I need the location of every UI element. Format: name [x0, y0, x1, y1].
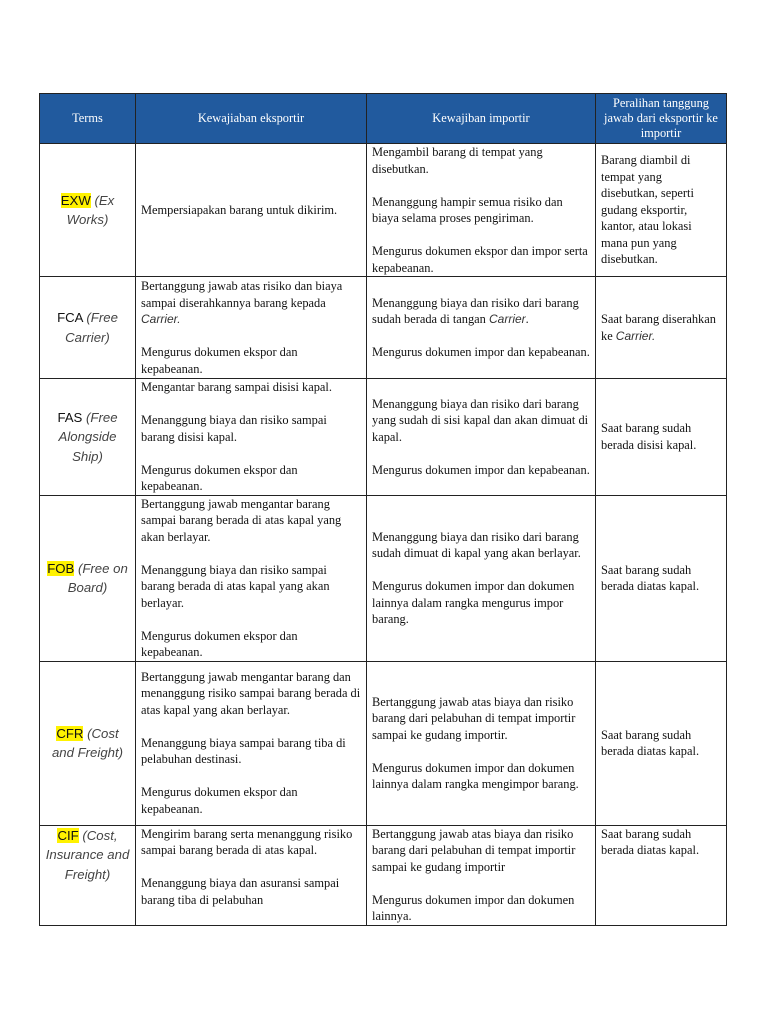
peralihan-cell — [596, 661, 727, 825]
eksportir-text: Mengantar barang sampai disisi kapal. — [141, 380, 332, 394]
carrier-term: Carrier — [488, 312, 526, 326]
eksportir-text: Bertanggung jawab mengantar barang sampai barang berada di atas kapal yang akan berlayar. — [141, 496, 342, 544]
importir-text: Mengurus dokumen impor dan kepabeanan. — [372, 462, 590, 477]
peralihan-text: Saat barang sudah berada diatas kapal. — [601, 562, 700, 593]
carrier-term: Carrier. — [141, 312, 181, 326]
table-row-cif — [40, 825, 727, 925]
importir-text: Menanggung biaya dan risiko dari barang sudah dimuat di kapal yang akan berlayar. — [372, 529, 581, 560]
table-row-exw — [40, 144, 727, 277]
peralihan-text — [601, 311, 721, 344]
term-cell — [40, 825, 136, 925]
importir-cell — [367, 379, 596, 496]
importir-text: Menanggung biaya dan risiko dari barang yang sudah di sisi kapal dan akan dimuat di kapal. — [372, 396, 589, 444]
term-cell — [40, 661, 136, 825]
eksportir-text: Bertanggung jawab mengantar barang dan menanggung risiko sampai barang berada di atas kapal yang akan berlayar. — [141, 669, 361, 717]
term-name: (Ex Works) — [66, 192, 115, 227]
importir-text — [372, 295, 590, 328]
importir-text-tail: . — [525, 312, 529, 326]
table-row-fob — [40, 495, 727, 661]
eksportir-cell — [136, 277, 367, 379]
importir-text: Mengurus dokumen impor dan dokumen lainnya. — [372, 892, 575, 923]
eksportir-text: Mengirim barang serta menanggung risiko sampai barang berada di atas kapal. — [141, 826, 353, 857]
importir-text: Mengambil barang di tempat yang disebutkan. — [372, 145, 543, 176]
table-row-fca — [40, 277, 727, 379]
importir-text: Mengurus dokumen impor dan kepabeanan. — [372, 345, 590, 359]
peralihan-cell — [596, 495, 727, 661]
header-peralihan: Peralihan tanggung jawab dari eksportir ke importir — [596, 94, 727, 144]
peralihan-cell — [596, 144, 727, 277]
eksportir-text: Mengurus dokumen ekspor dan kepabeanan. — [141, 462, 298, 493]
term-name: (Cost and Freight) — [51, 725, 124, 760]
carrier-term: Carrier. — [615, 328, 656, 343]
eksportir-cell — [136, 144, 367, 277]
table-row-fas — [40, 379, 727, 496]
peralihan-text: Saat barang sudah berada disisi kapal. — [601, 421, 697, 452]
eksportir-text: Menanggung biaya dan risiko sampai barang berada di atas kapal yang akan berlayar. — [141, 562, 330, 610]
importir-cell — [367, 825, 596, 925]
importir-cell — [367, 661, 596, 825]
eksportir-text: Menanggung biaya dan risiko sampai barang disisi kapal. — [141, 413, 327, 444]
eksportir-text: Mempersiapakan barang untuk dikirim. — [141, 202, 338, 217]
importir-cell — [367, 144, 596, 277]
term-name: (Free Alongside Ship) — [58, 409, 118, 464]
table-row-cfr — [40, 661, 727, 825]
eksportir-cell — [136, 379, 367, 496]
term-cell — [40, 144, 136, 277]
term-code: FAS — [57, 409, 83, 425]
eksportir-cell — [136, 825, 367, 925]
term-name: (Free Carrier) — [65, 310, 118, 345]
incoterms-table — [39, 93, 727, 926]
term-name: (Free on Board) — [67, 560, 128, 595]
importir-text: Bertanggung jawab atas biaya dan risiko barang dari pelabuhan di tempat importir sampai ke gudang importir — [372, 826, 576, 874]
peralihan-cell — [596, 379, 727, 496]
term-code: FCA — [57, 310, 83, 325]
eksportir-text: Menanggung biaya dan asuransi sampai barang tiba di pelabuhan — [141, 876, 340, 907]
header-row — [40, 94, 727, 144]
header-eksportir: Kewajiaban eksportir — [136, 94, 367, 144]
importir-text: Mengurus dokumen impor dan dokumen lainnya dalam rangka mengurus impor barang. — [372, 579, 575, 626]
importir-text: Bertanggung jawab atas biaya dan risiko barang dari pelabuhan di tempat importir sampai ke gudang importir. — [372, 694, 576, 742]
term-name: (Cost, Insurance and Freight) — [45, 827, 130, 882]
importir-text: Menanggung hampir semua risiko dan biaya selama proses pengiriman. — [372, 194, 563, 225]
eksportir-text: Mengurus dokumen ekspor dan kepabeanan. — [141, 628, 298, 659]
eksportir-cell — [136, 495, 367, 661]
eksportir-text — [141, 278, 361, 328]
term-cell — [40, 277, 136, 379]
header-importir: Kewajiban importir — [367, 94, 596, 144]
term-code: CIF — [57, 827, 79, 843]
importir-text: Mengurus dokumen ekspor dan impor serta kepabeanan. — [372, 244, 588, 275]
eksportir-text: Mengurus dokumen ekspor dan kepabeanan. — [141, 345, 298, 376]
peralihan-text-part: Saat barang diserahkan ke — [601, 312, 716, 343]
importir-cell — [367, 495, 596, 661]
eksportir-text: Menanggung biaya sampai barang tiba di pelabuhan destinasi. — [141, 735, 346, 767]
peralihan-text: Saat barang sudah berada diatas kapal. — [601, 826, 700, 857]
peralihan-text: Saat barang sudah berada diatas kapal. — [601, 727, 700, 758]
term-cell — [40, 495, 136, 661]
eksportir-text-part: Bertanggung jawab atas risiko dan biaya sampai diserahkannya barang kepada — [141, 279, 343, 310]
eksportir-text: Mengurus dokumen ekspor dan kepabeanan. — [141, 785, 298, 816]
term-code: EXW — [60, 192, 91, 208]
term-code: CFR — [56, 725, 84, 741]
importir-text: Mengurus dokumen impor dan dokumen lainnya dalam rangka mengimpor barang. — [372, 760, 579, 791]
eksportir-cell — [136, 661, 367, 825]
peralihan-cell — [596, 825, 727, 925]
header-terms: Terms — [40, 94, 136, 144]
importir-text-part: Menanggung biaya dan risiko dari barang sudah berada di tangan — [372, 295, 579, 326]
importir-cell — [367, 277, 596, 379]
peralihan-text: Barang diambil di tempat yang disebutkan, seperti gudang eksportir, kantor, atau lokasi mana pun yang disebutkan. — [601, 153, 694, 267]
peralihan-cell — [596, 277, 727, 379]
term-code: FOB — [47, 560, 75, 576]
term-cell — [40, 379, 136, 496]
